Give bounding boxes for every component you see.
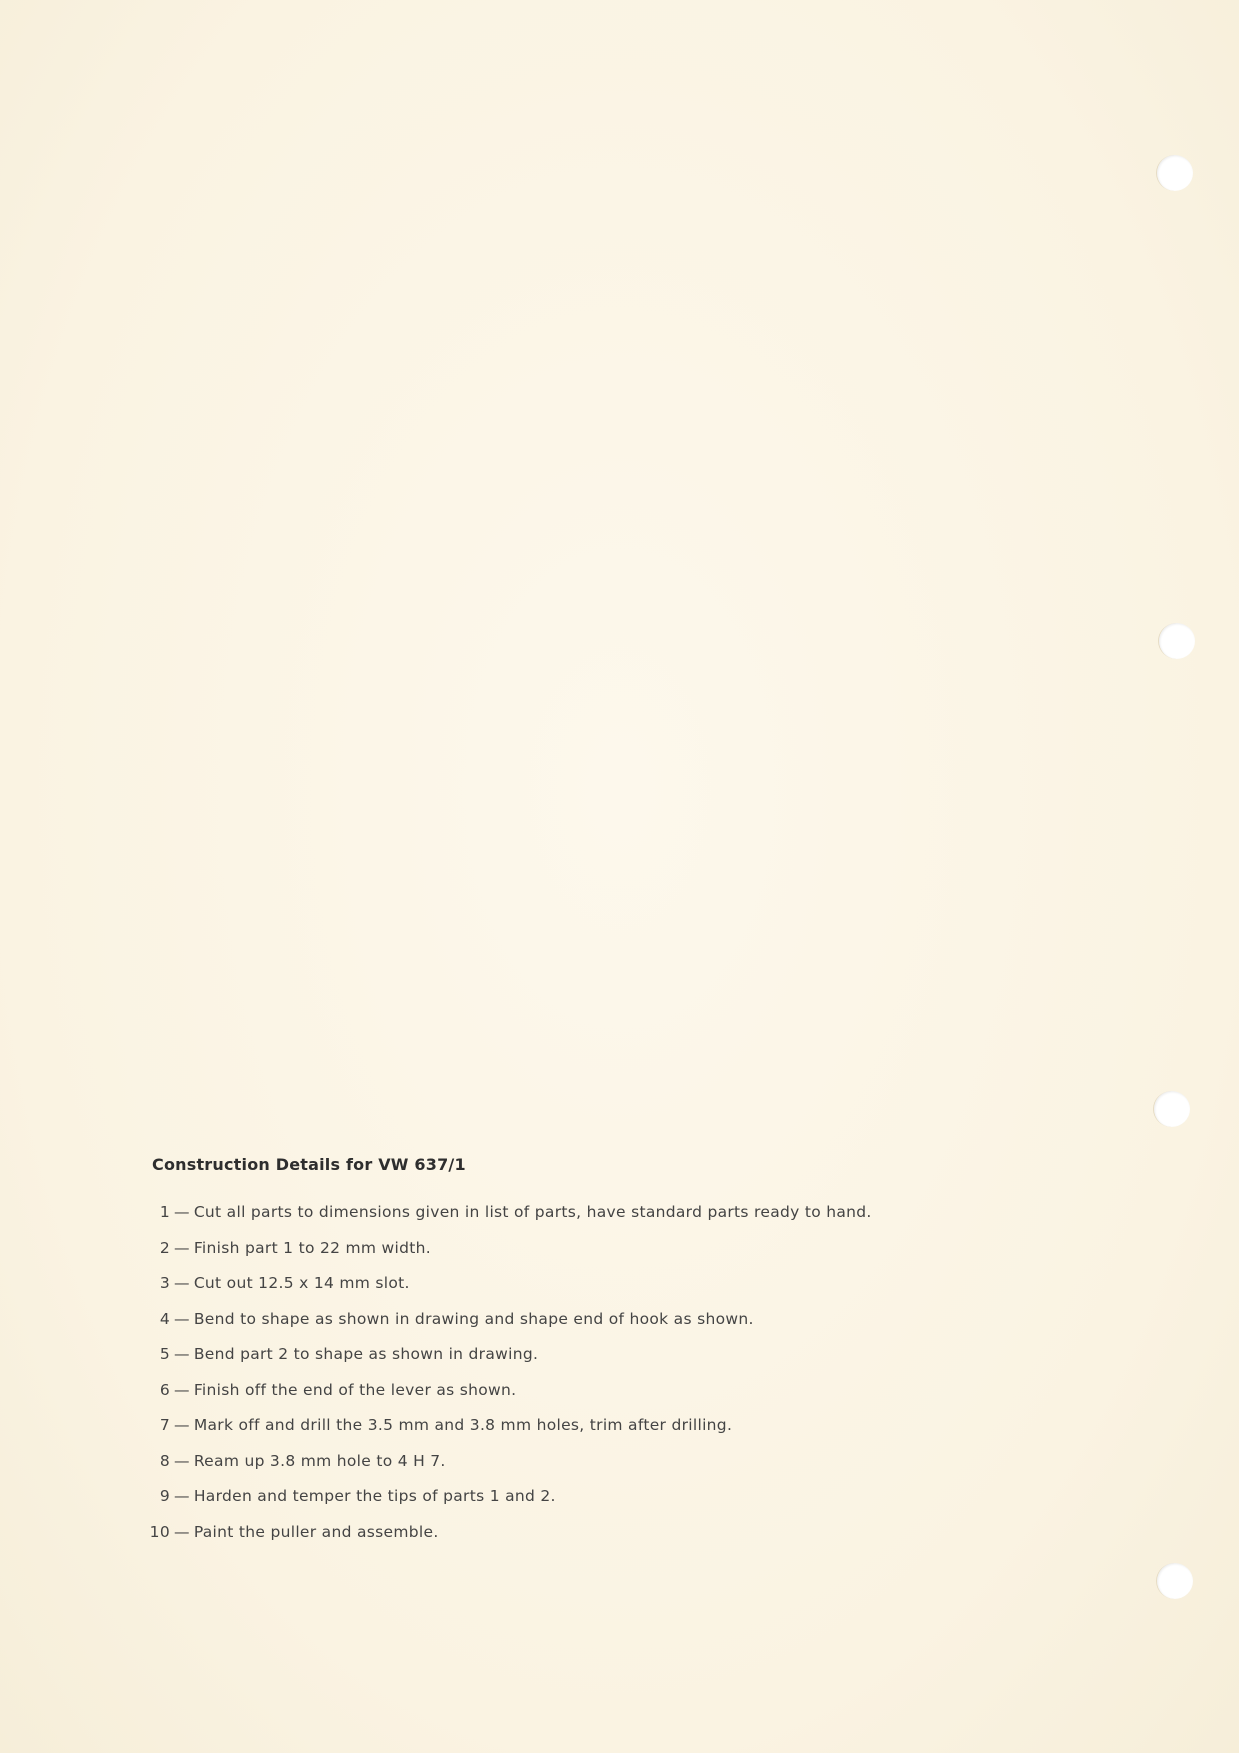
step-text: Bend part 2 to shape as shown in drawing. (193, 1345, 539, 1363)
step-number: 9 (159, 1487, 170, 1505)
list-item (148, 1381, 872, 1417)
step-number: 6 (159, 1380, 170, 1399)
punch-hole (1158, 623, 1195, 659)
step-text: Cut all parts to dimensions given in list of parts, have standard parts ready to hand. (193, 1203, 872, 1221)
step-text: Finish part 1 to 22 mm width. (193, 1238, 431, 1257)
list-item (148, 1274, 872, 1310)
step-number: 2 (159, 1238, 170, 1257)
construction-steps-list (148, 1203, 872, 1558)
step-text: Ream up 3.8 mm hole to 4 H 7. (193, 1451, 446, 1470)
list-item (148, 1487, 872, 1523)
step-text: Paint the puller and assemble. (193, 1522, 439, 1541)
section-heading: Construction Details for VW 637/1 (152, 1155, 466, 1174)
step-dash: — (174, 1487, 190, 1505)
step-dash: — (174, 1238, 190, 1257)
step-text: Cut out 12.5 x 14 mm slot. (193, 1274, 410, 1292)
step-text: Mark off and drill the 3.5 mm and 3.8 mm holes, trim after drilling. (193, 1416, 733, 1434)
step-number: 3 (159, 1274, 170, 1292)
list-item (148, 1239, 872, 1275)
step-dash: — (174, 1274, 190, 1292)
list-item (148, 1345, 872, 1381)
step-dash: — (174, 1309, 190, 1328)
step-dash: — (174, 1203, 190, 1221)
step-number: 1 (159, 1203, 170, 1221)
step-number: 10 (149, 1522, 170, 1541)
step-dash: — (174, 1380, 190, 1399)
step-dash: — (174, 1416, 190, 1434)
list-item (148, 1203, 872, 1239)
step-number: 7 (159, 1416, 170, 1434)
list-item (148, 1416, 872, 1452)
list-item (148, 1523, 872, 1559)
step-dash: — (174, 1345, 190, 1363)
step-number: 4 (159, 1309, 170, 1328)
step-dash: — (174, 1451, 190, 1470)
punch-hole (1156, 1563, 1193, 1599)
punch-hole (1156, 155, 1193, 191)
step-text: Finish off the end of the lever as shown. (193, 1380, 517, 1399)
list-item (148, 1310, 872, 1346)
list-item (148, 1452, 872, 1488)
punch-hole (1153, 1091, 1190, 1127)
step-dash: — (174, 1522, 190, 1541)
step-text: Bend to shape as shown in drawing and shape end of hook as shown. (193, 1309, 754, 1328)
step-number: 8 (159, 1451, 170, 1470)
step-number: 5 (159, 1345, 170, 1363)
step-text: Harden and temper the tips of parts 1 and 2. (193, 1487, 556, 1505)
